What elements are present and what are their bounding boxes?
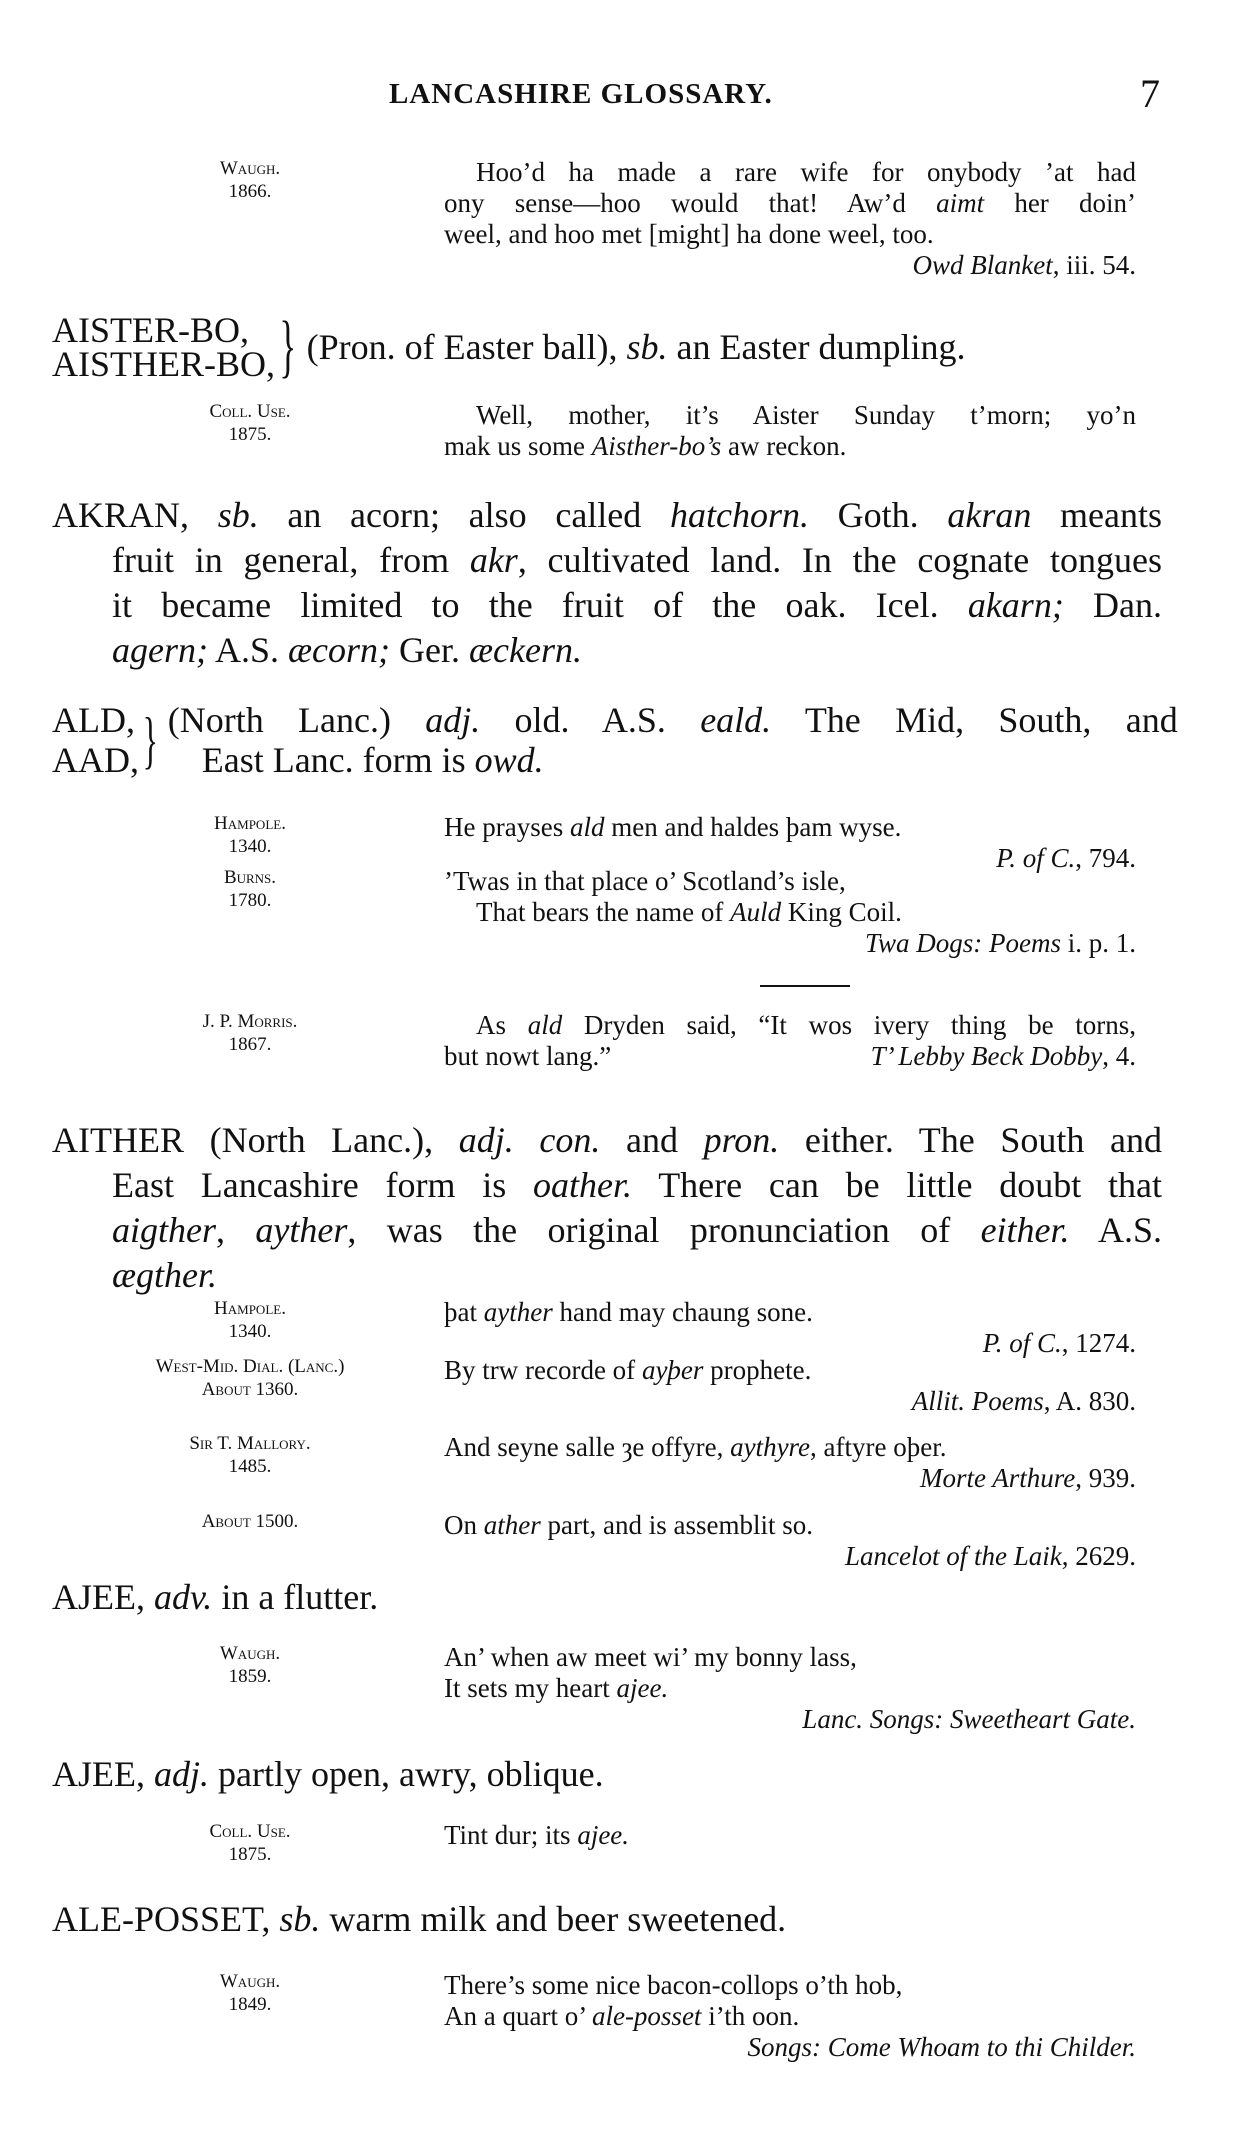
text-line [444,1820,1136,1851]
text-segment: Hoo’d ha made a rare wife for onybody ’at had [476,157,1136,187]
text-line [444,1673,1136,1704]
text-segment: , 4. [1102,1041,1136,1071]
text-line [52,1575,1162,1620]
text-line [444,1432,1136,1463]
source-reference [444,2032,1136,2063]
text-segment: æcorn; [288,630,391,670]
quotation-text [444,1297,1136,1359]
definition [307,326,966,368]
text-segment: Well, mother, it’s Aister Sunday t’morn; yo’n [476,400,1136,430]
source-reference [444,1541,1136,1572]
source-reference [444,1463,1136,1494]
headword: AISTER-BO, [52,310,249,350]
text-segment: sb. [626,327,668,367]
text-segment: men and haldes þam wyse. [604,812,902,842]
source-reference [444,928,1136,959]
text-line [52,628,1162,673]
text-segment: P. of C. [982,1328,1062,1358]
text-line [444,219,1136,250]
text-segment: Allit. Poems [911,1386,1044,1416]
citation-line: 1875. [228,424,272,445]
text-segment: adj. con. [458,1120,601,1160]
text-segment: i. p. 1. [1060,928,1136,958]
headword-variants [52,310,275,384]
citation-line: Sir T. Mallory. [189,1433,311,1454]
citation-line: Coll. Use. [209,401,291,422]
text-segment: adv. [154,1577,213,1617]
text-line [52,1752,1162,1797]
entry-akran [52,493,1162,673]
text-segment: akarn; [967,585,1064,625]
headword-ald [52,700,1178,780]
text-segment: in a flutter. [212,1577,379,1617]
page-number: 7 [1140,71,1160,116]
text-segment: , 1274. [1061,1328,1136,1358]
text-line [444,431,1136,462]
text-segment: AKRAN, [52,495,218,535]
source-reference [444,1704,1136,1735]
text-segment: meants [1031,495,1162,535]
text-segment: aimt [936,188,985,218]
text-line [444,812,1136,843]
text-segment: There can be little doubt that [632,1165,1162,1205]
text-line [444,1010,1136,1041]
citation-line: 1867. [228,1034,272,1055]
citation-line: 1866. [228,181,272,202]
citation-line: Hampole. [214,813,286,834]
text-segment: On [444,1510,484,1540]
text-segment: Morte Arthure [920,1463,1076,1493]
citation-author-date [150,1010,350,1056]
text-line [168,740,1178,780]
text-segment: aw reckon. [721,431,847,461]
text-segment: either. The South and [779,1120,1163,1160]
text-segment: King Coil. [781,897,902,927]
text-segment: ayþer [641,1355,704,1385]
text-segment: old. A.S. [480,700,701,740]
text-segment: either. [980,1210,1070,1250]
brace-icon: } [142,704,159,775]
citation-author-date [150,1432,350,1478]
text-segment: ald [569,812,605,842]
text-segment: By trw recorde of [444,1355,642,1385]
citation-line: 1780. [228,890,272,911]
citation-author-date [150,1355,350,1401]
citation-line: Hampole. [214,1298,286,1319]
text-segment: A.S. [207,630,289,670]
citation-author-date [150,157,350,203]
text-segment: aigther [112,1210,216,1250]
text-segment: akr [469,540,518,580]
text-segment: East Lancashire form is [112,1165,534,1205]
citation-author-date [150,1297,350,1343]
text-segment: owd. [474,740,544,780]
headword-variants [52,700,139,780]
text-segment: ayther [483,1297,553,1327]
text-line [52,538,1162,583]
citation-line: 1340. [228,1321,272,1342]
text-segment: her doin’ [984,188,1136,218]
text-segment: East Lanc. form is [201,740,475,780]
text-segment: An a quart o’ [444,2001,592,2031]
citation-line: 1875. [228,1844,272,1865]
text-segment: ald [527,1010,563,1040]
definition [168,700,1178,780]
text-segment: T’ Lebby Beck Dobby [870,1041,1103,1071]
citation-line: Burns. [223,867,277,888]
citation-line: West-Mid. Dial. (Lanc.) [155,1356,345,1377]
citation-line: Waugh. [219,1971,281,1992]
text-line [52,1897,1162,1942]
quotation-text [444,1820,1136,1851]
headword: AAD, [52,740,139,780]
text-segment: ayther [255,1210,348,1250]
citation-line: 1340. [228,836,272,857]
text-segment: It sets my heart [444,1673,617,1703]
text-segment: and [600,1120,704,1160]
text-segment: but nowt lang.” [444,1041,612,1071]
text-segment: Auld [730,897,782,927]
citation-author-date [150,1642,350,1688]
citation-line: 1859. [228,1666,272,1687]
entry-ale-posset [52,1897,1162,1942]
entry-ajee-adj [52,1752,1162,1797]
text-segment: Dryden said, “It wos ivery thing be torns, [562,1010,1136,1040]
text-line [444,1355,1136,1386]
quotation-text [444,1432,1136,1494]
text-segment: it became limited to the fruit of the oak. Icel. [112,585,968,625]
text-line [52,493,1162,538]
text-line [444,1297,1136,1328]
text-segment: adj. [154,1754,210,1794]
text-segment: Tint dur; its [444,1820,578,1850]
text-segment: Dan. [1063,585,1162,625]
headword-aister-bo [52,308,966,385]
text-segment: An’ when aw meet wi’ my bonny lass, [444,1642,857,1672]
text-segment: i’th oon. [701,2001,800,2031]
citation-author-date [150,1820,350,1866]
citation-line: Coll. Use. [209,1821,291,1842]
text-segment: hand may chaung sone. [552,1297,813,1327]
text-segment: P. of C. [996,843,1076,873]
citation-author-date [150,1970,350,2016]
text-segment: AJEE, [52,1754,154,1794]
text-segment: æckern. [469,630,582,670]
citation-author-date [150,866,350,912]
text-segment: AJEE, [52,1577,154,1617]
text-line [444,1041,611,1072]
text-line [444,1970,1136,2001]
text-segment: Twa Dogs: Poems [864,928,1061,958]
quotation-text [444,1970,1136,2063]
running-head-title: LANCASHIRE GLOSSARY. [389,78,773,110]
text-segment: agern; [112,630,208,670]
text-segment: , 939. [1075,1463,1136,1493]
text-segment: weel, and hoo met [might] ha done weel, too. [444,219,934,249]
text-segment: sb. [279,1899,321,1939]
text-segment: eald. [700,700,772,740]
text-line [444,157,1136,188]
text-segment: , A. 830. [1043,1386,1136,1416]
text-segment: ’Twas in that place o’ Scotland’s isle, [444,866,846,896]
text-segment: AITHER (North Lanc.), [52,1120,459,1160]
text-segment: (North Lanc.) [167,700,426,740]
text-segment: an acorn; also called [258,495,670,535]
text-segment: Lanc. Songs: Sweetheart Gate. [802,1704,1136,1734]
text-segment: warm milk and beer sweetened. [320,1899,787,1939]
quotation-text [444,812,1136,874]
text-segment: akran [947,495,1032,535]
text-line [444,400,1136,431]
text-segment: ather [483,1510,541,1540]
source-reference [871,1041,1136,1072]
text-segment: ale-posset [591,2001,702,2031]
citation-line: 1849. [228,1994,272,2015]
text-segment: mak us some [444,431,592,461]
text-segment: Aisther-bo’s [591,431,722,461]
text-segment: , iii. 54. [1052,250,1136,280]
text-segment: , [216,1210,256,1250]
citation-author-date [150,400,350,446]
citation-line: J. P. Morris. [202,1011,298,1032]
text-segment: an Easter dumpling. [667,327,966,367]
text-segment: , was the original pronunciation of [347,1210,981,1250]
text-segment: Owd Blanket [912,250,1053,280]
text-segment: part, and is assemblit so. [540,1510,813,1540]
text-segment: prophete. [703,1355,812,1385]
text-segment: Lancelot of the Laik [845,1541,1062,1571]
text-segment: ony sense—hoo would that! Aw’d [444,188,937,218]
quotation-text [444,1010,1136,1072]
text-segment: , 2629. [1061,1541,1136,1571]
text-line [52,583,1162,628]
text-segment: , cultivated land. In the cognate tongues [517,540,1163,580]
text-segment: sb. [217,495,259,535]
text-segment: , 794. [1075,843,1136,873]
citation-author-date [150,1510,350,1533]
text-segment: (Pron. of Easter ball), [306,327,627,367]
text-line [444,1642,1136,1673]
text-segment: A.S. [1069,1210,1162,1250]
text-segment: ALE-POSSET, [52,1899,280,1939]
text-line [52,1208,1162,1253]
text-segment: ajee. [577,1820,630,1850]
text-segment: oather. [533,1165,633,1205]
text-segment: Ger. [390,630,470,670]
citation-line: 1485. [228,1456,272,1477]
text-line [444,1510,1136,1541]
text-segment: As [476,1010,528,1040]
text-segment: partly open, awry, oblique. [209,1754,604,1794]
citation-author-date [150,812,350,858]
quotation-text [444,157,1136,281]
text-segment: Songs: Come Whoam to thi Childer. [747,2032,1136,2062]
text-segment: The Mid, South, and [771,700,1178,740]
citation-line: Waugh. [219,158,281,179]
text-segment: fruit in general, from [112,540,470,580]
text-line [444,188,1136,219]
brace-icon: } [279,308,297,385]
text-segment: And seyne salle ȝe offyre, [444,1432,731,1462]
text-line [444,1041,1136,1072]
text-line [168,700,1178,740]
text-line [52,1163,1162,1208]
quotation-text [444,1355,1136,1417]
headword: AISTHER-BO, [52,344,275,384]
entry-ajee-adv [52,1575,1162,1620]
entry-aither [52,1118,1162,1298]
text-segment: , aftyre oþer. [810,1432,947,1462]
text-segment: pron. [703,1120,780,1160]
text-segment: adj. [425,700,481,740]
source-reference [444,1386,1136,1417]
divider-rule [760,985,850,987]
text-segment: There’s some nice bacon-collops o’th hob, [444,1970,903,2000]
quotation-text [444,866,1136,959]
text-segment: ajee. [616,1673,669,1703]
citation-line: About 1500. [201,1511,299,1532]
text-segment: He prayses [444,812,570,842]
quotation-text [444,400,1136,462]
text-line [444,897,1136,928]
text-segment: Goth. [808,495,948,535]
text-line [52,1253,1162,1298]
quotation-text [444,1642,1136,1735]
citation-line: Waugh. [219,1643,281,1664]
text-segment: hatchorn. [669,495,809,535]
citation-line: About 1360. [201,1379,299,1400]
text-line [444,2001,1136,2032]
text-line [52,1118,1162,1163]
text-segment: aythyre [730,1432,811,1462]
text-segment: þat [444,1297,484,1327]
text-segment: ægther. [112,1255,218,1295]
source-reference [444,250,1136,281]
headword: ALD, [52,700,135,740]
text-line [444,866,1136,897]
text-segment: That bears the name of [476,897,731,927]
quotation-text [444,1510,1136,1572]
